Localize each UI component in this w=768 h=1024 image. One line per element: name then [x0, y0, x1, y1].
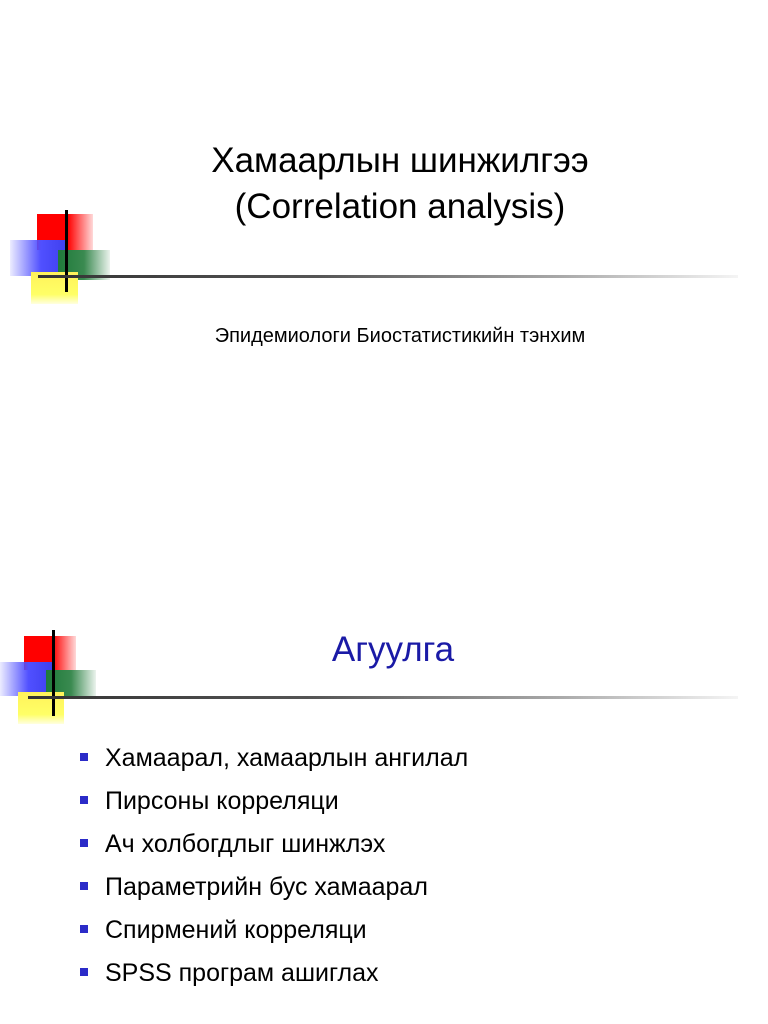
title-line-1: Хамаарлын шинжилгээ	[211, 141, 589, 180]
list-item-text: Хамаарал, хамаарлын ангилал	[105, 744, 469, 772]
list-item-text: Параметрийн бус хамаарал	[105, 873, 428, 901]
bullet-list	[80, 737, 468, 995]
list-item	[80, 737, 468, 780]
slide-title	[120, 138, 680, 230]
slide-subtitle: Эпидемиологи Биостатистикийн тэнхим	[214, 325, 586, 347]
logo-vertical-line	[65, 210, 68, 292]
bullet-square-icon	[80, 796, 88, 804]
bullet-square-icon	[80, 839, 88, 847]
logo-vertical-line	[52, 630, 55, 716]
list-item-text: Ач холбогдлыг шинжлэх	[105, 830, 386, 858]
bullet-square-icon	[80, 968, 88, 976]
slide-title: Агуулга	[331, 630, 455, 669]
slide-logo	[10, 210, 120, 320]
bullet-square-icon	[80, 753, 88, 761]
title-divider	[38, 275, 738, 278]
bullet-square-icon	[80, 882, 88, 890]
list-item	[80, 866, 468, 909]
list-item	[80, 909, 468, 952]
list-item-text: Спирмений корреляци	[105, 916, 367, 944]
list-item-text: Пирсоны корреляци	[105, 787, 339, 815]
slide-logo	[0, 630, 110, 740]
title-line-2: (Correlation analysis)	[234, 187, 566, 226]
list-item	[80, 952, 468, 995]
title-divider	[28, 696, 738, 699]
bullet-square-icon	[80, 925, 88, 933]
list-item	[80, 823, 468, 866]
logo-blue-square	[0, 662, 52, 696]
list-item	[80, 780, 468, 823]
slide-2	[0, 512, 768, 1024]
list-item-text: SPSS програм ашиглах	[105, 959, 379, 987]
